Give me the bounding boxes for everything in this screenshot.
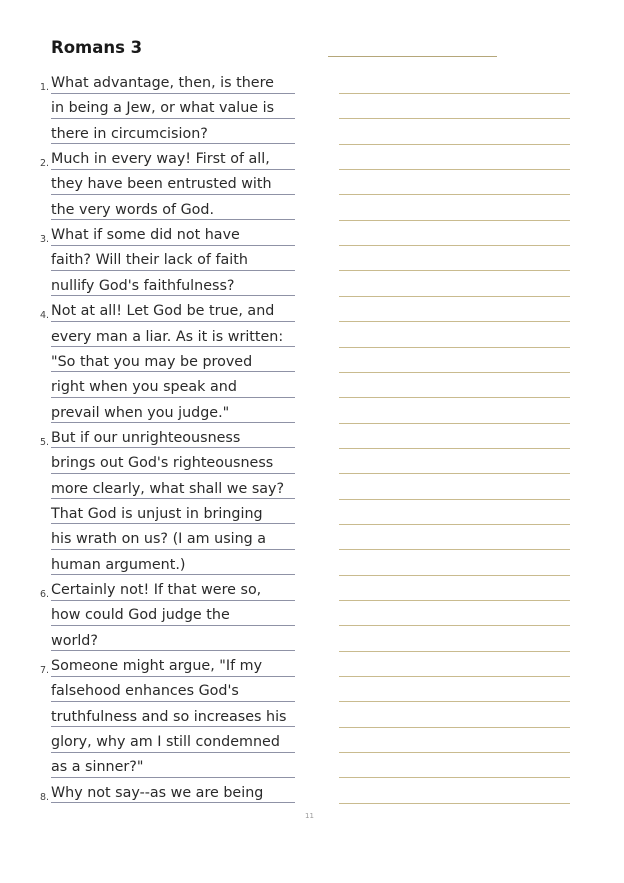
verse-text: Not at all! Let God be true, and [51,303,295,322]
verse-text: more clearly, what shall we say? [51,481,295,500]
verse-line [0,405,624,430]
verse-text: they have been entrusted with [51,176,295,195]
verse-text: as a sinner?" [51,759,295,778]
verse-line [0,303,624,328]
verse-line [0,607,624,632]
verse-line [0,252,624,277]
verse-text: prevail when you judge." [51,405,295,424]
verse-line [0,734,624,759]
verse-number: 3. [40,234,50,246]
verse-line [0,506,624,531]
verse-text: "So that you may be proved [51,354,295,373]
writing-line [339,625,570,626]
writing-line [339,397,570,398]
verse-text: human argument.) [51,557,295,576]
writing-line [339,372,570,373]
verse-text: right when you speak and [51,379,295,398]
writing-line [339,245,570,246]
writing-line [339,220,570,221]
writing-line [339,524,570,525]
verse-text: nullify God's faithfulness? [51,278,295,297]
verse-text: What if some did not have [51,227,295,246]
verse-text: there in circumcision? [51,126,295,145]
writing-line [339,169,570,170]
writing-line [339,803,570,804]
verse-line [0,557,624,582]
verse-text: Much in every way! First of all, [51,151,295,170]
writing-line [339,321,570,322]
verse-text: every man a liar. As it is written: [51,329,295,348]
verse-line [0,379,624,404]
writing-line [339,701,570,702]
verse-line [0,633,624,658]
writing-line [339,448,570,449]
writing-line [339,423,570,424]
writing-line [339,575,570,576]
verse-text: Someone might argue, "If my [51,658,295,677]
writing-line [339,600,570,601]
writing-line [339,347,570,348]
verse-number: 5. [40,436,50,448]
verse-text: glory, why am I still condemned [51,734,295,753]
writing-line [339,296,570,297]
verse-text: That God is unjust in bringing [51,506,295,525]
page-title: Romans 3 [51,38,143,57]
writing-line [339,118,570,119]
verse-line [0,75,624,100]
verse-text: truthfulness and so increases his [51,709,295,728]
writing-line [339,194,570,195]
writing-line [339,777,570,778]
verse-text: his wrath on us? (I am using a [51,531,295,550]
verse-line [0,531,624,556]
verse-line [0,455,624,480]
verse-text: faith? Will their lack of faith [51,252,295,271]
verse-line [0,683,624,708]
verse-line [0,759,624,784]
verse-line [0,658,624,683]
verse-text: Why not say--as we are being [51,785,295,804]
verse-line [0,126,624,151]
verse-number: 7. [40,665,50,677]
writing-line [339,499,570,500]
writing-line [339,270,570,271]
verse-text: world? [51,633,295,652]
writing-line [339,144,570,145]
verse-line [0,785,624,810]
verse-line [0,481,624,506]
verse-line [0,430,624,455]
writing-line [339,473,570,474]
verse-text: in being a Jew, or what value is [51,100,295,119]
writing-line [339,651,570,652]
verse-line [0,176,624,201]
verse-text: What advantage, then, is there [51,75,295,94]
verse-line [0,151,624,176]
verse-text: the very words of God. [51,202,295,221]
verse-line [0,202,624,227]
verse-line [0,100,624,125]
verse-text: Certainly not! If that were so, [51,582,295,601]
verse-line [0,329,624,354]
writing-line [339,676,570,677]
writing-line [339,752,570,753]
verse-number: 8. [40,791,50,803]
verse-line [0,278,624,303]
verse-number: 2. [40,158,50,170]
verse-line [0,709,624,734]
verse-line [0,354,624,379]
verse-line [0,227,624,252]
page-number: 11 [305,812,314,820]
verse-line [0,582,624,607]
verse-number: 4. [40,310,50,322]
verse-number: 1. [40,82,50,93]
verse-text: But if our unrighteousness [51,430,295,449]
verse-number: 6. [40,589,50,600]
writing-line [339,549,570,550]
verse-text: brings out God's righteousness [51,455,295,474]
writing-line [339,93,570,94]
writing-line [339,727,570,728]
name-writing-line [328,56,497,57]
verse-text: falsehood enhances God's [51,683,295,702]
verse-text: how could God judge the [51,607,295,626]
